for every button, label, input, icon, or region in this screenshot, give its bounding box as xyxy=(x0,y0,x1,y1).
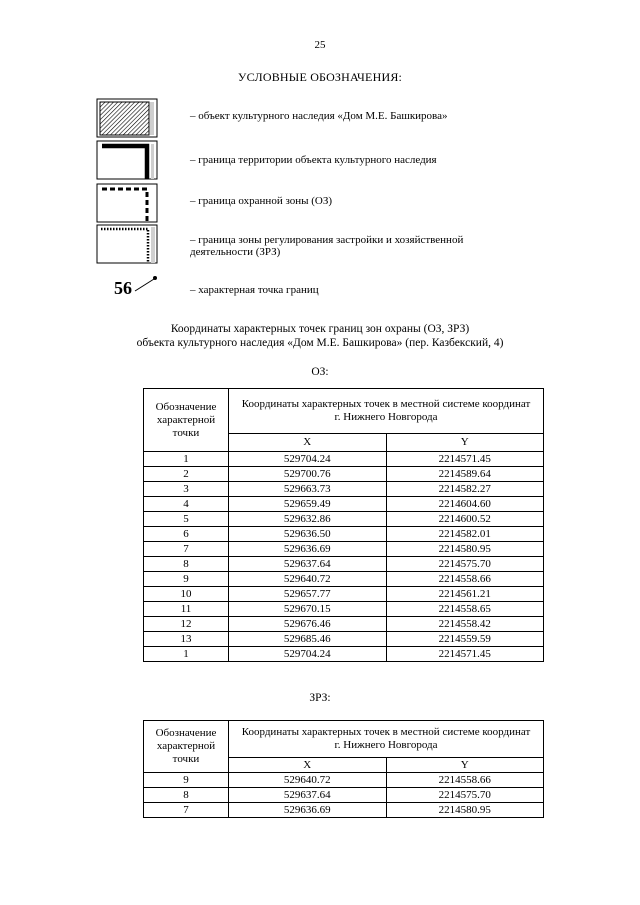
legend-text: – граница зоны регулирования застройки и хозяйственной деятельности (ЗРЗ) xyxy=(190,234,464,258)
table-row xyxy=(144,617,544,632)
heritage-object-hatched-icon xyxy=(96,98,158,138)
point-id-cell: 2 xyxy=(144,467,229,482)
point-id-cell: 4 xyxy=(144,497,229,512)
header-coords: Координаты характерных точек в местной системе координат г. Нижнего Новгорода xyxy=(229,721,544,758)
header-point: Обозначение характерной точки xyxy=(144,721,229,773)
table-row xyxy=(144,647,544,662)
regulation-zone-boundary-icon xyxy=(96,224,158,264)
x-coordinate-cell: 529640.72 xyxy=(229,572,387,587)
point-id-cell: 10 xyxy=(144,587,229,602)
marker-label: 56 xyxy=(114,278,132,298)
x-coordinate-cell: 529676.46 xyxy=(229,617,387,632)
coords-title xyxy=(0,322,640,350)
x-coordinate-cell: 529704.24 xyxy=(229,452,387,467)
x-coordinate-cell: 529637.64 xyxy=(229,557,387,572)
y-coordinate-cell: 2214580.95 xyxy=(386,542,544,557)
boundary-point-marker-icon xyxy=(132,274,160,298)
y-coordinate-cell: 2214571.45 xyxy=(386,647,544,662)
legend-item-protection-zone xyxy=(96,183,536,223)
header-y: Y xyxy=(386,758,544,773)
protection-zone-boundary-icon xyxy=(96,183,158,223)
legend-title: УСЛОВНЫЕ ОБОЗНАЧЕНИЯ: xyxy=(237,70,403,84)
y-coordinate-cell: 2214558.42 xyxy=(386,617,544,632)
y-coordinate-cell: 2214561.21 xyxy=(386,587,544,602)
x-coordinate-cell: 529670.15 xyxy=(229,602,387,617)
page-number: 25 xyxy=(314,39,326,51)
table-row xyxy=(144,773,544,788)
point-id-cell: 9 xyxy=(144,773,229,788)
header-x: X xyxy=(229,434,387,452)
header-y: Y xyxy=(386,434,544,452)
header-coords: Координаты характерных точек в местной системе координат г. Нижнего Новгорода xyxy=(229,389,544,434)
point-id-cell: 5 xyxy=(144,512,229,527)
coords-title-line2: объекта культурного наследия «Дом М.Е. Башкирова» (пер. Казбекский, 4) xyxy=(136,337,504,349)
x-coordinate-cell: 529636.69 xyxy=(229,803,387,818)
y-coordinate-cell: 2214558.66 xyxy=(386,572,544,587)
y-coordinate-cell: 2214558.65 xyxy=(386,602,544,617)
table-row xyxy=(144,467,544,482)
x-coordinate-cell: 529704.24 xyxy=(229,647,387,662)
y-coordinate-cell: 2214575.70 xyxy=(386,788,544,803)
table-row xyxy=(144,803,544,818)
legend-item-boundary-point xyxy=(96,274,536,314)
coords-title-line1: Координаты характерных точек границ зон охраны (ОЗ, ЗРЗ) xyxy=(170,323,470,335)
x-coordinate-cell: 529657.77 xyxy=(229,587,387,602)
header-point: Обозначение характерной точки xyxy=(144,389,229,452)
legend-text: – граница территории объекта культурного наследия xyxy=(190,154,437,166)
x-coordinate-cell: 529632.86 xyxy=(229,512,387,527)
point-id-cell: 1 xyxy=(144,452,229,467)
table-row xyxy=(144,587,544,602)
x-coordinate-cell: 529636.69 xyxy=(229,542,387,557)
table-row xyxy=(144,497,544,512)
point-id-cell: 13 xyxy=(144,632,229,647)
y-coordinate-cell: 2214600.52 xyxy=(386,512,544,527)
x-coordinate-cell: 529636.50 xyxy=(229,527,387,542)
y-coordinate-cell: 2214582.27 xyxy=(386,482,544,497)
point-id-cell: 8 xyxy=(144,788,229,803)
x-coordinate-cell: 529700.76 xyxy=(229,467,387,482)
x-coordinate-cell: 529637.64 xyxy=(229,788,387,803)
y-coordinate-cell: 2214559.59 xyxy=(386,632,544,647)
legend-item-regulation-zone xyxy=(96,224,536,264)
zrz-coordinates-table xyxy=(143,720,544,818)
point-id-cell: 11 xyxy=(144,602,229,617)
table-row xyxy=(144,632,544,647)
legend-text: – характерная точка границ xyxy=(190,284,319,296)
point-id-cell: 8 xyxy=(144,557,229,572)
point-id-cell: 3 xyxy=(144,482,229,497)
heritage-territory-boundary-icon xyxy=(96,140,158,180)
y-coordinate-cell: 2214580.95 xyxy=(386,803,544,818)
legend-text: – объект культурного наследия «Дом М.Е. Башкирова» xyxy=(190,110,448,122)
point-id-cell: 9 xyxy=(144,572,229,587)
header-x: X xyxy=(229,758,387,773)
y-coordinate-cell: 2214589.64 xyxy=(386,467,544,482)
point-id-cell: 1 xyxy=(144,647,229,662)
table-row xyxy=(144,557,544,572)
point-id-cell: 7 xyxy=(144,542,229,557)
x-coordinate-cell: 529659.49 xyxy=(229,497,387,512)
table-row xyxy=(144,527,544,542)
oz-label: ОЗ: xyxy=(311,366,329,378)
legend-text: – граница охранной зоны (ОЗ) xyxy=(190,195,333,207)
table-row xyxy=(144,452,544,467)
table-row xyxy=(144,482,544,497)
table-row xyxy=(144,542,544,557)
legend-item-heritage-territory xyxy=(96,140,536,180)
table-row xyxy=(144,572,544,587)
legend-item-heritage-object xyxy=(96,98,536,138)
y-coordinate-cell: 2214582.01 xyxy=(386,527,544,542)
table-row xyxy=(144,512,544,527)
y-coordinate-cell: 2214558.66 xyxy=(386,773,544,788)
table-row xyxy=(144,788,544,803)
point-id-cell: 12 xyxy=(144,617,229,632)
x-coordinate-cell: 529685.46 xyxy=(229,632,387,647)
oz-coordinates-table xyxy=(143,388,544,662)
y-coordinate-cell: 2214571.45 xyxy=(386,452,544,467)
point-id-cell: 6 xyxy=(144,527,229,542)
zrz-label: ЗРЗ: xyxy=(309,692,331,704)
x-coordinate-cell: 529640.72 xyxy=(229,773,387,788)
table-row xyxy=(144,602,544,617)
y-coordinate-cell: 2214575.70 xyxy=(386,557,544,572)
x-coordinate-cell: 529663.73 xyxy=(229,482,387,497)
point-id-cell: 7 xyxy=(144,803,229,818)
y-coordinate-cell: 2214604.60 xyxy=(386,497,544,512)
